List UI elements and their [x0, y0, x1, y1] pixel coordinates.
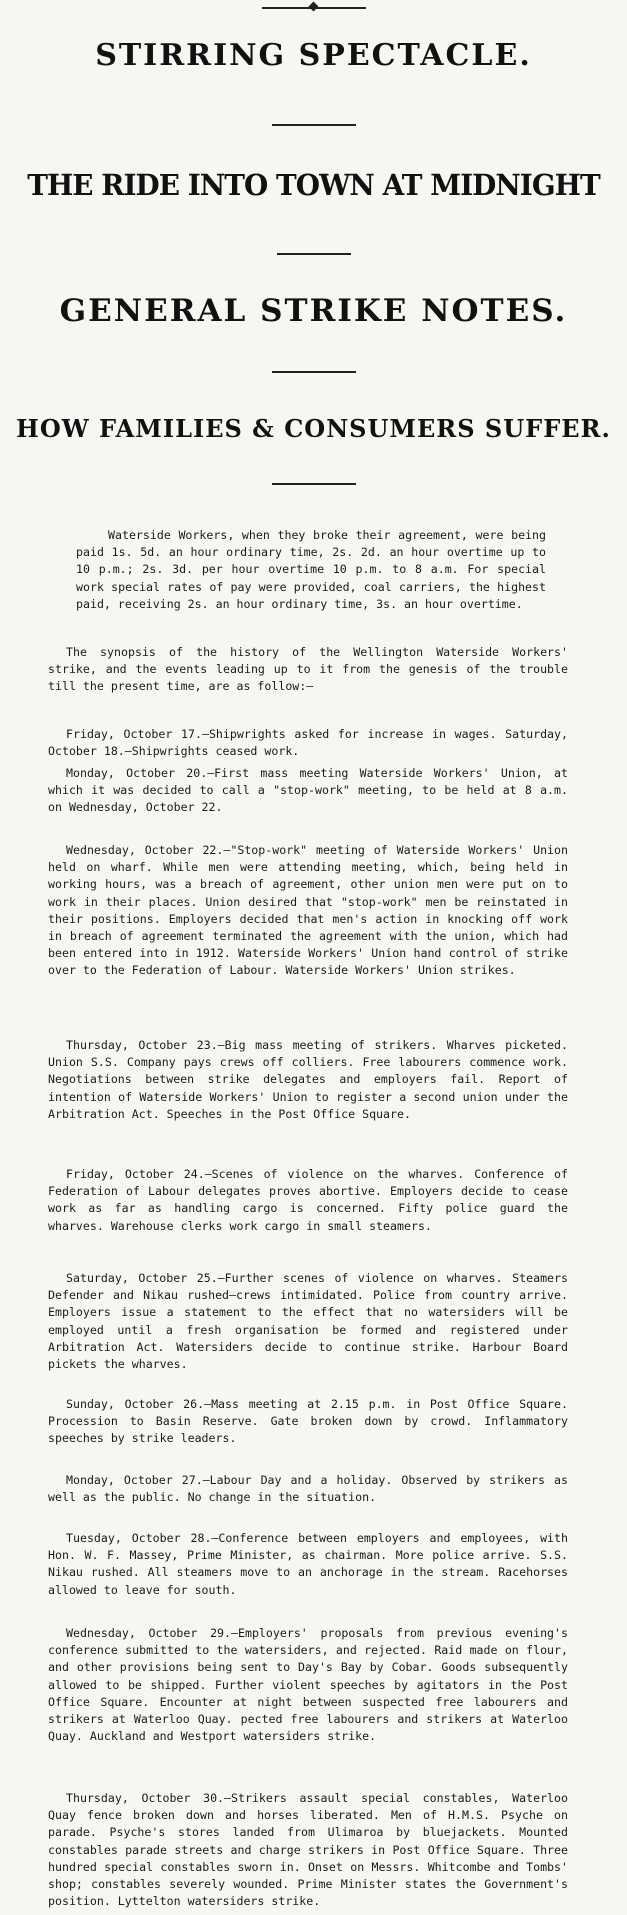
- headline-families-consumers: HOW FAMILIES & CONSUMERS SUFFER.: [16, 414, 611, 443]
- entry-october-27: Monday, October 27.—Labour Day and a holiday. Observed by strikers as well as the public. No change in the situation.: [48, 1473, 568, 1505]
- headline-stirring-spectacle: STIRRING SPECTACLE.: [95, 38, 532, 73]
- entry-october-17: Friday, October 17.—Shipwrights asked for increase in wages. Saturday, October 18.—Shipwrights ceased work.: [48, 727, 568, 759]
- entry-october-30: Thursday, October 30.—Strikers assault special constables, Waterloo Quay fence broken down and horses liberated. Men of H.M.S. Psyche on parade. Psyche's stores landed from Ulimaroa by bluejackets. Mounted constables parade streets and charge strikers in Post Office Square. Three hundred special constables sworn in. Onset on Messrs. Whitcombe and Tombs' shop; constables severely wounded. Prime Minister states the Government's position. Lyttelton watersiders strike.: [48, 1791, 568, 1909]
- entry-october-24: Friday, October 24.—Scenes of violence on the wharves. Conference of Federation of Labour delegates proves abortive. Employers decide to cease work as far as handling cargo is concerned. Fifty police guard the wharves. Warehouse clerks work cargo in small steamers.: [48, 1167, 568, 1233]
- intro-paragraph: Waterside Workers, when they broke their agreement, were being paid 1s. 5d. an hour ordinary time, 2s. 2d. an hour overtime up to 10 p.m.; 2s. 3d. per hour overtime 10 p.m. to 8 a.m. For special work special rates of pay were provided, coal carriers, the highest paid, receiving 2s. an hour ordinary time, 3s. an hour overtime.: [76, 528, 546, 611]
- entry-october-29: Wednesday, October 29.—Employers' proposals from previous evening's conference submitted to the watersiders, and rejected. Raid made on flour, and other provisions being sent to Day's Bay by Cobar. Goods subsequently allowed to be shipped. Further violent speeches by agitators in the Post Office Square. Encounter at night between suspected free labourers and strikers at Waterloo Quay. pected free labourers and strikers at Waterloo Quay. Auckland and Westport watersiders strike.: [48, 1626, 568, 1744]
- entry-october-23: Thursday, October 23.—Big mass meeting of strikers. Wharves picketed. Union S.S. Company pays crews off colliers. Free labourers commence work. Negotiations between strike delegates and employers fail. Report of intention of Waterside Workers' Union to register a second union under the Arbitration Act. Speeches in the Post Office Square.: [48, 1038, 568, 1121]
- divider-rule: [272, 371, 356, 373]
- entry-october-20: Monday, October 20.—First mass meeting Waterside Workers' Union, at which it was decided to call a "stop-work" meeting, to be held at 8 a.m. on Wednesday, October 22.: [48, 766, 568, 815]
- synopsis-paragraph: The synopsis of the history of the Wellington Waterside Workers' strike, and the events leading up to it from the genesis of the trouble till the present time, are as follow:—: [48, 645, 568, 694]
- ornament-diamond: [309, 2, 319, 12]
- entry-october-28: Tuesday, October 28.—Conference between employers and employees, with Hon. W. F. Massey, Prime Minister, as chairman. More police arrive. S.S. Nikau rushed. All steamers move to an anchorage in the stream. Racehorses allowed to leave for south.: [48, 1531, 568, 1597]
- entry-october-22: Wednesday, October 22.—"Stop-work" meeting of Waterside Workers' Union held on wharf. While men were attending meeting, which, being held in working hours, was a breach of agreement, other union men were put on to work in their places. Union desired that "stop-work" men be reinstated in their positions. Employers decided that men's action in knocking off work in breach of agreement terminated the agreement with the union, which had been entered into in 1912. Waterside Workers' Union hand control of strike over to the Federation of Labour. Waterside Workers' Union strikes.: [48, 843, 568, 978]
- headline-general-strike-notes: GENERAL STRIKE NOTES.: [59, 293, 568, 329]
- entry-october-26: Sunday, October 26.—Mass meeting at 2.15 p.m. in Post Office Square. Procession to Basin Reserve. Gate broken down by crowd. Inflammatory speeches by strike leaders.: [48, 1397, 568, 1446]
- divider-rule: [272, 124, 356, 126]
- divider-rule: [277, 253, 351, 255]
- divider-rule: [272, 483, 356, 485]
- entry-october-25: Saturday, October 25.—Further scenes of violence on wharves. Steamers Defender and Nikau rushed—crews intimidated. Police from country arrive. Employers issue a statement to the effect that no watersiders will be employed until a fresh organisation be formed and registered under Arbitration Act. Watersiders decide to continue strike. Harbour Board pickets the wharves.: [48, 1271, 568, 1372]
- headline-ride-into-town: THE RIDE INTO TOWN AT MIDNIGHT: [27, 168, 600, 202]
